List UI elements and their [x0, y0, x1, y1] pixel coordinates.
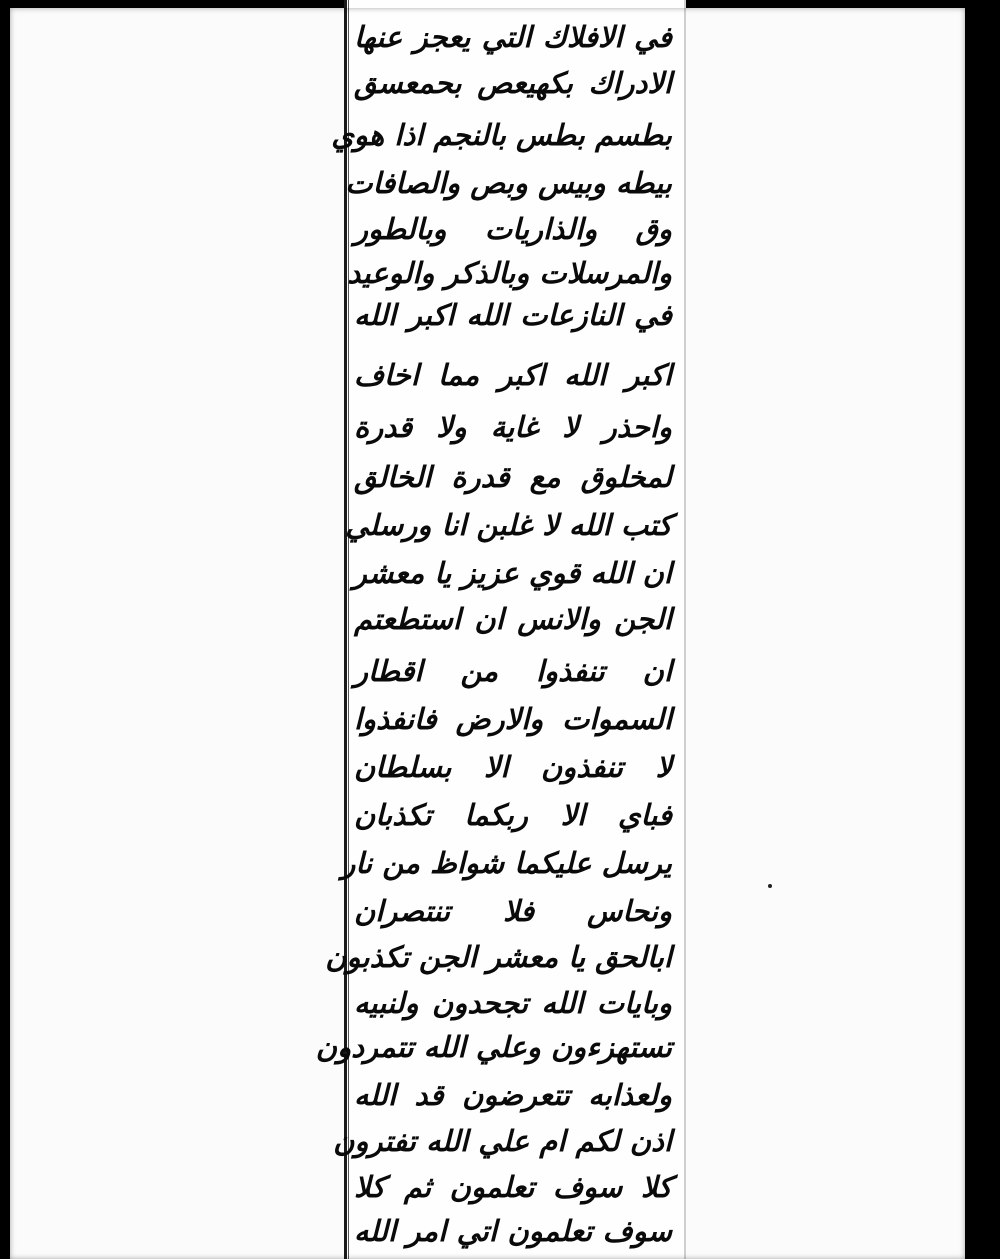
- text-line: والمرسلات وبالذكر والوعيد: [347, 256, 672, 290]
- text-line: واحذر لا غاية ولا قدرة: [354, 410, 672, 444]
- scan-right-border: [965, 0, 1000, 1259]
- text-line: الجن والانس ان استطعتم: [354, 602, 672, 636]
- text-line: ابالحق يا معشر الجن تكذبون: [325, 940, 672, 974]
- text-line: كتب الله لا غلبن انا ورسلي: [345, 508, 672, 542]
- manuscript-text: [315, 0, 678, 1259]
- text-line: الادراك بكهيعص بحمعسق: [354, 66, 672, 100]
- text-line: بطسم بطس بالنجم اذا هوي: [331, 118, 672, 152]
- text-line: اذن لكم ام علي الله تفترون: [333, 1124, 672, 1158]
- text-line: فباي الا ربكما تكذبان: [354, 798, 672, 832]
- text-line: لمخلوق مع قدرة الخالق: [354, 460, 672, 494]
- text-line: ان تنفذوا من اقطار: [354, 654, 672, 688]
- text-line: كلا سوف تعلمون ثم كلا: [354, 1170, 672, 1204]
- text-line: السموات والارض فانفذوا: [354, 702, 672, 736]
- text-line: اكبر الله اكبر مما اخاف: [354, 358, 672, 392]
- text-line: في الافلاك التي يعجز عنها: [354, 20, 672, 54]
- text-line: وق والذاريات وبالطور: [354, 212, 672, 246]
- strip-right-border: [684, 0, 686, 1259]
- text-line: تستهزءون وعلي الله تتمردون: [315, 1030, 672, 1064]
- text-line: يرسل عليكما شواظ من نار: [341, 846, 672, 880]
- text-line: لا تنفذون الا بسلطان: [354, 750, 672, 784]
- text-line: وبايات الله تجحدون ولنبيه: [354, 986, 672, 1020]
- text-line: في النازعات الله اكبر الله: [354, 298, 672, 332]
- text-line: بيطه وبيس وبص والصافات: [345, 166, 672, 200]
- text-line: ونحاس فلا تنتصران: [354, 894, 672, 928]
- text-line: ان الله قوي عزيز يا معشر: [352, 556, 672, 590]
- text-line: ولعذابه تتعرضون قد الله: [354, 1078, 672, 1112]
- text-line: سوف تعلمون اتي امر الله: [354, 1214, 672, 1248]
- ink-speck: [768, 884, 772, 888]
